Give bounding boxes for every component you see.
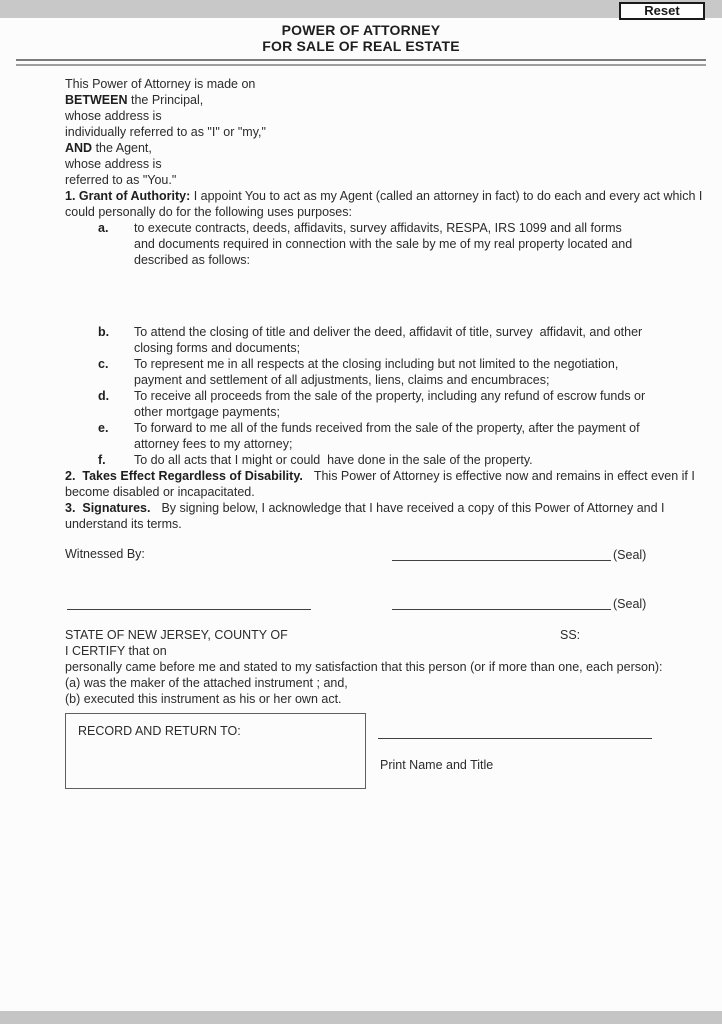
grant-text: I appoint You to act as my Agent (called an attorney in fact) to do each and every act which I could personally do for the following uses purposes: [65, 189, 703, 219]
notary-item-b: (b) executed this instrument as his or her own act. [65, 692, 342, 706]
grant-item-d [65, 388, 704, 420]
grant-heading: 1. Grant of Authority: [65, 189, 191, 203]
ss-label: SS: [560, 628, 581, 642]
item-c-letter: c. [98, 357, 109, 371]
and-keyword: AND [65, 141, 93, 155]
notary-statement [65, 659, 704, 707]
and-rest: the Agent, [92, 141, 152, 155]
principal-signature-line[interactable] [392, 560, 611, 561]
address2-label-text: whose address is [65, 157, 162, 171]
grant-item-a [65, 220, 704, 268]
takes-effect-heading: 2. Takes Effect Regardless of Disability. [65, 469, 303, 483]
witness-signature-line[interactable] [67, 609, 311, 610]
record-and-return-box[interactable] [65, 713, 366, 789]
principal-signature-line-2[interactable] [392, 609, 611, 610]
agent-address-label [65, 156, 704, 172]
address-label-text: whose address is [65, 109, 162, 123]
state-county-label: STATE OF NEW JERSEY, COUNTY OF [65, 628, 288, 642]
signatures-text: By signing below, I acknowledge that I have received a copy of this Power of Attorney and I understand its terms. [65, 501, 665, 531]
referred-you-text: referred to as "You." [65, 173, 177, 187]
section-grant-of-authority [65, 188, 704, 220]
witnessed-by-label: Witnessed By: [65, 547, 145, 561]
personally-text: personally came before me and stated to my satisfaction that this person (or if more than one, each person): [65, 660, 663, 674]
title-line2: FOR SALE OF REAL ESTATE [262, 38, 460, 54]
title-divider [16, 59, 706, 66]
item-c-text: To represent me in all respects at the closing including but not limited to the negotiation, payment and settlement of all adjustments, liens, claims and encumbraces; [134, 357, 622, 387]
notary-item-a: (a) was the maker of the attached instrument ; and, [65, 676, 348, 690]
seal-label-1: (Seal) [613, 548, 647, 562]
title-line1: POWER OF ATTORNEY [281, 22, 441, 38]
item-a-text: to execute contracts, deeds, affidavits, survey affidavits, RESPA, IRS 1099 and all forms and documents required in connection with the sale by me of my real property located and described as follows: [134, 221, 636, 267]
principal-signature-row [65, 546, 704, 564]
notary-state-row [65, 627, 704, 643]
item-d-letter: d. [98, 389, 110, 403]
referred-i-text: individually referred to as "I" or "my," [65, 125, 266, 139]
grant-item-b [65, 324, 704, 356]
signatures-heading: 3. Signatures. [65, 501, 151, 515]
grant-item-e [65, 420, 704, 452]
item-e-letter: e. [98, 421, 109, 435]
certify-text: I CERTIFY that on [65, 644, 167, 658]
referred-you [65, 172, 704, 188]
footer-block [65, 713, 704, 793]
bottom-gray-bar [0, 1011, 722, 1024]
print-name-line[interactable] [378, 738, 652, 739]
principal-address-label [65, 108, 704, 124]
item-f-letter: f. [98, 453, 106, 467]
seal-label-2: (Seal) [613, 597, 647, 611]
grant-item-f [65, 452, 704, 468]
print-name-label: Print Name and Title [380, 758, 494, 772]
takes-effect-text: This Power of Attorney is effective now and remains in effect even if I become disabled or incapacitated. [65, 469, 695, 499]
intro-made-on [65, 76, 704, 108]
record-box-label: RECORD AND RETURN TO: [78, 724, 241, 738]
item-f-text: To do all acts that I might or could have done in the sale of the property. [134, 453, 533, 467]
document-body [0, 66, 722, 793]
section-takes-effect [65, 468, 704, 500]
item-b-letter: b. [98, 325, 110, 339]
certify-line [65, 643, 704, 659]
form-toolbar [0, 0, 722, 18]
section-signatures [65, 500, 704, 532]
witness-signature-row [65, 595, 704, 613]
item-b-text: To attend the closing of title and deliver the deed, affidavit of title, survey affidavit, and other closing forms and documents; [134, 325, 646, 355]
made-on-text: This Power of Attorney is made on [65, 77, 256, 91]
grant-item-c [65, 356, 704, 388]
between-rest: the Principal, [127, 93, 204, 107]
item-a-letter: a. [98, 221, 109, 235]
item-d-text: To receive all proceeds from the sale of the property, including any refund of escrow funds or other mortgage payments; [134, 389, 649, 419]
intro-referred-i [65, 124, 704, 156]
reset-button[interactable]: Reset [619, 2, 705, 20]
item-e-text: To forward to me all of the funds received from the sale of the property, after the payment of attorney fees to my attorney; [134, 421, 644, 451]
between-keyword: BETWEEN [65, 93, 128, 107]
